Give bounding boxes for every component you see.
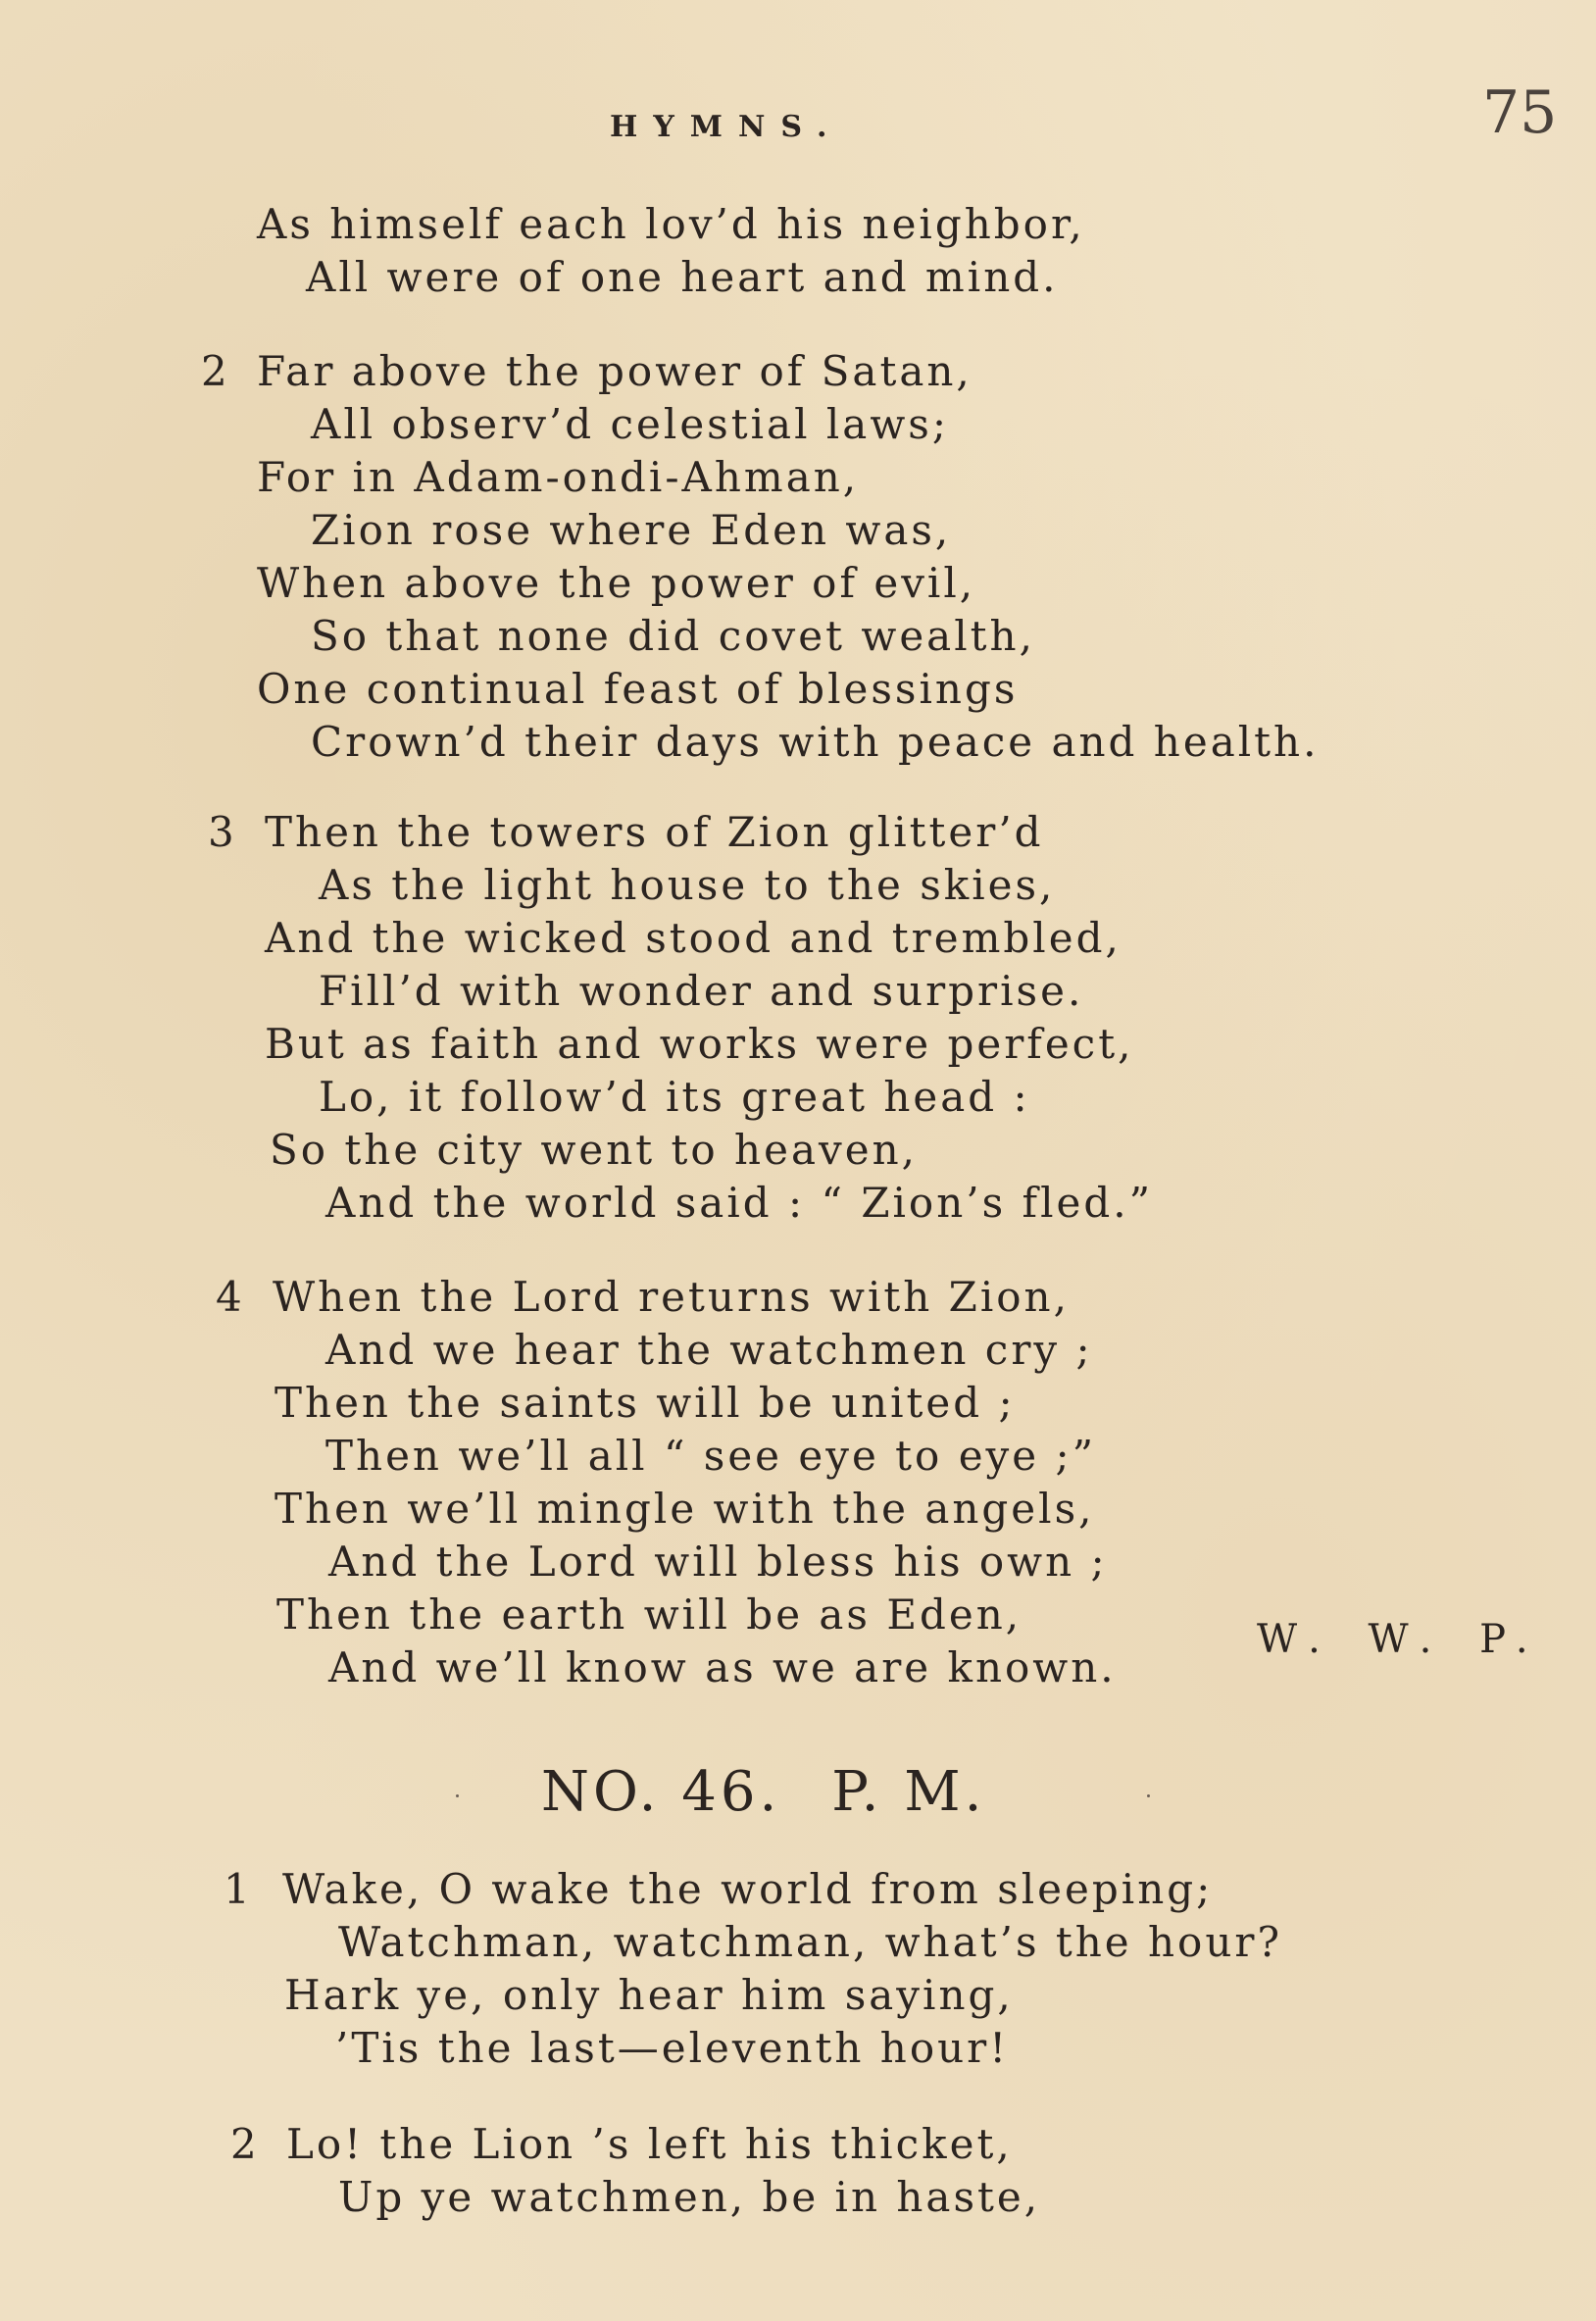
running-head: HYMNS. [610,110,843,144]
stanza-4-number: 4 [216,1273,242,1321]
hymn-meter: P. M. [831,1760,986,1824]
stanza-3-line-1: Then the towers of Zion glitter’d [265,808,1044,856]
stanza-4-line-6: And the Lord will bless his own ; [328,1538,1108,1586]
stanza-3-line-6: Lo, it follow’d its great head : [319,1073,1030,1121]
ornament-dot [456,1794,459,1797]
stanza-3-line-5: But as faith and works were perfect, [265,1020,1134,1068]
hymn-title [541,1760,986,1824]
stanza-2-line-1: Far above the power of Satan, [257,347,973,395]
stanza-2-line-8: Crown’d their days with peace and health. [311,718,1320,766]
stanza-2-line-4: Zion rose where Eden was, [311,506,952,554]
stanza-2-number: 2 [201,347,227,395]
hymn46-stanza-1-line-3: Hark ye, only hear him saying, [284,1971,1014,2019]
stanza-2-line-7: One continual feast of blessings [257,665,1019,713]
stanza-4-line-4: Then we’ll all “ see eye to eye ;” [325,1432,1097,1480]
stanza-1-line-2: All were of one heart and mind. [306,253,1059,301]
stanza-3-line-2: As the light house to the skies, [319,861,1056,909]
stanza-4-line-2: And we hear the watchmen cry ; [325,1326,1093,1374]
stanza-3-line-4: Fill’d with wonder and surprise. [319,967,1084,1015]
hymn46-stanza-2-number: 2 [230,2120,257,2168]
hymn46-stanza-1-number: 1 [224,1865,250,1913]
stanza-4-line-5: Then we’ll mingle with the angels, [274,1485,1095,1533]
stanza-2-line-6: So that none did covet wealth, [311,612,1035,660]
hymn46-stanza-1-line-4: ’Tis the last—eleventh hour! [335,2024,1010,2072]
stanza-1-line-1: As himself each lov’d his neighbor, [257,200,1085,248]
author-initials: W. W. P. [1257,1617,1546,1662]
hymn46-stanza-2-line-1: Lo! the Lion ’s left his thicket, [286,2120,1013,2168]
stanza-3-line-8: And the world said : “ Zion’s fled.” [325,1179,1154,1227]
hymn46-stanza-1-line-2: Watchman, watchman, what’s the hour? [338,1918,1282,1966]
hymn46-stanza-1-line-1: Wake, O wake the world from sleeping; [282,1865,1214,1913]
hymn-number: NO. 46. [541,1760,781,1824]
stanza-4-line-8: And we’ll know as we are known. [328,1643,1117,1691]
stanza-3-number: 3 [208,808,234,856]
page-number: 75 [1482,78,1558,147]
hymn46-stanza-2-line-2: Up ye watchmen, be in haste, [338,2173,1041,2221]
stanza-3-line-7: So the city went to heaven, [270,1126,918,1174]
stanza-4-line-1: When the Lord returns with Zion, [273,1273,1070,1321]
stanza-4-line-7: Then the earth will be as Eden, [276,1590,1022,1639]
stanza-2-line-3: For in Adam-ondi-Ahman, [257,453,860,501]
stanza-3-line-3: And the wicked stood and trembled, [265,914,1122,962]
stanza-4-line-3: Then the saints will be united ; [274,1379,1016,1427]
ornament-dot [1147,1794,1150,1797]
stanza-2-line-5: When above the power of evil, [257,559,976,607]
stanza-2-line-2: All observ’d celestial laws; [311,400,949,448]
